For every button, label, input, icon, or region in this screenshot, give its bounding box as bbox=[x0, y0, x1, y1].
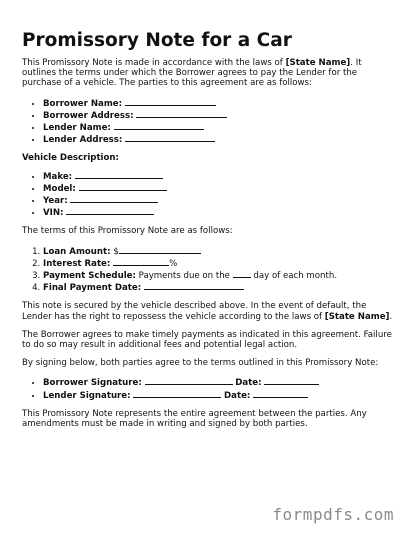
lender-address-blank[interactable] bbox=[125, 133, 215, 142]
payment-schedule-text-end: day of each month. bbox=[253, 271, 338, 282]
list-item bbox=[43, 389, 396, 401]
final-payment-date-blank[interactable] bbox=[144, 281, 244, 290]
list-item bbox=[43, 257, 396, 269]
borrower-date-label: Date: bbox=[235, 378, 262, 389]
model-label: Model: bbox=[43, 183, 76, 194]
closing-paragraph: This Promissory Note represents the entire agreement between the parties. Any amendments must be made in writing and signed by both parties. bbox=[22, 408, 367, 430]
secured-text-start: This note is secured by the vehicle described above. In the event of default, the Lender has the right to repossess the vehicle according to the laws of bbox=[22, 301, 367, 322]
intro-text-end: . It outlines the terms under which the Borrower agrees to pay the Lender for the purchase of a vehicle. The parties to this agreement are as follows: bbox=[22, 58, 362, 89]
secured-state-name: [State Name] bbox=[324, 311, 390, 322]
list-item bbox=[43, 376, 396, 388]
make-label: Make: bbox=[43, 171, 73, 182]
intro-state-name: [State Name] bbox=[285, 58, 351, 68]
final-payment-date-label: Final Payment Date: bbox=[43, 283, 142, 294]
document-title: Promissory Note for a Car bbox=[22, 30, 292, 51]
document-body bbox=[22, 58, 396, 437]
borrower-name-blank[interactable] bbox=[125, 97, 216, 106]
loan-amount-blank[interactable] bbox=[119, 245, 201, 254]
list-item bbox=[43, 245, 396, 257]
terms-intro: The terms of this Promissory Note are as follows: bbox=[22, 226, 233, 237]
vehicle-fields-list bbox=[22, 170, 396, 219]
lender-signature-label: Lender Signature: bbox=[43, 390, 131, 401]
list-item bbox=[43, 269, 396, 281]
year-blank[interactable] bbox=[70, 194, 158, 203]
borrower-date-blank[interactable] bbox=[264, 376, 319, 385]
lender-date-label: Date: bbox=[224, 390, 251, 401]
dollar-sign: $ bbox=[113, 246, 119, 257]
loan-amount-label: Loan Amount: bbox=[43, 246, 111, 257]
interest-rate-blank[interactable] bbox=[113, 257, 169, 266]
list-item bbox=[43, 170, 396, 182]
terms-list bbox=[22, 245, 396, 294]
make-blank[interactable] bbox=[75, 170, 163, 179]
signatures-list bbox=[22, 376, 396, 400]
list-item bbox=[43, 97, 396, 109]
secured-text-end: . bbox=[389, 311, 393, 322]
year-label: Year: bbox=[43, 196, 68, 207]
intro-text-start: This Promissory Note is made in accordance with the laws of bbox=[22, 58, 286, 68]
signing-intro: By signing below, both parties agree to the terms outlined in this Promissory Note: bbox=[22, 358, 379, 369]
vin-label: VIN: bbox=[43, 208, 64, 219]
percent-sign: % bbox=[169, 258, 178, 269]
lender-name-blank[interactable] bbox=[114, 121, 204, 130]
list-item bbox=[43, 194, 396, 206]
intro-paragraph bbox=[22, 58, 396, 89]
payment-schedule-text: Payments due on the bbox=[138, 271, 230, 282]
lender-name-label: Lender Name: bbox=[43, 123, 111, 134]
payment-day-blank[interactable] bbox=[233, 269, 251, 278]
list-item bbox=[43, 281, 396, 293]
vin-blank[interactable] bbox=[66, 206, 154, 215]
payment-schedule-label: Payment Schedule: bbox=[43, 271, 136, 282]
lender-signature-blank[interactable] bbox=[133, 389, 221, 398]
lender-date-blank[interactable] bbox=[253, 389, 308, 398]
borrower-address-label: Borrower Address: bbox=[43, 110, 134, 121]
borrower-name-label: Borrower Name: bbox=[43, 98, 123, 109]
list-item bbox=[43, 206, 396, 218]
borrower-signature-blank[interactable] bbox=[145, 376, 233, 385]
list-item bbox=[43, 121, 396, 133]
borrower-address-blank[interactable] bbox=[136, 109, 227, 118]
site-watermark: formpdfs.com bbox=[272, 505, 394, 524]
secured-paragraph bbox=[22, 301, 396, 321]
list-item bbox=[43, 109, 396, 121]
list-item bbox=[43, 133, 396, 145]
list-item bbox=[43, 182, 396, 194]
lender-address-label: Lender Address: bbox=[43, 135, 123, 146]
vehicle-description-heading: Vehicle Description: bbox=[22, 153, 119, 164]
model-blank[interactable] bbox=[79, 182, 167, 191]
timely-payments-paragraph: The Borrower agrees to make timely payments as indicated in this agreement. Failure to do so may result in additional fees and potential legal action. bbox=[22, 329, 392, 351]
borrower-signature-label: Borrower Signature: bbox=[43, 378, 142, 389]
parties-list bbox=[22, 97, 396, 146]
interest-rate-label: Interest Rate: bbox=[43, 258, 111, 269]
